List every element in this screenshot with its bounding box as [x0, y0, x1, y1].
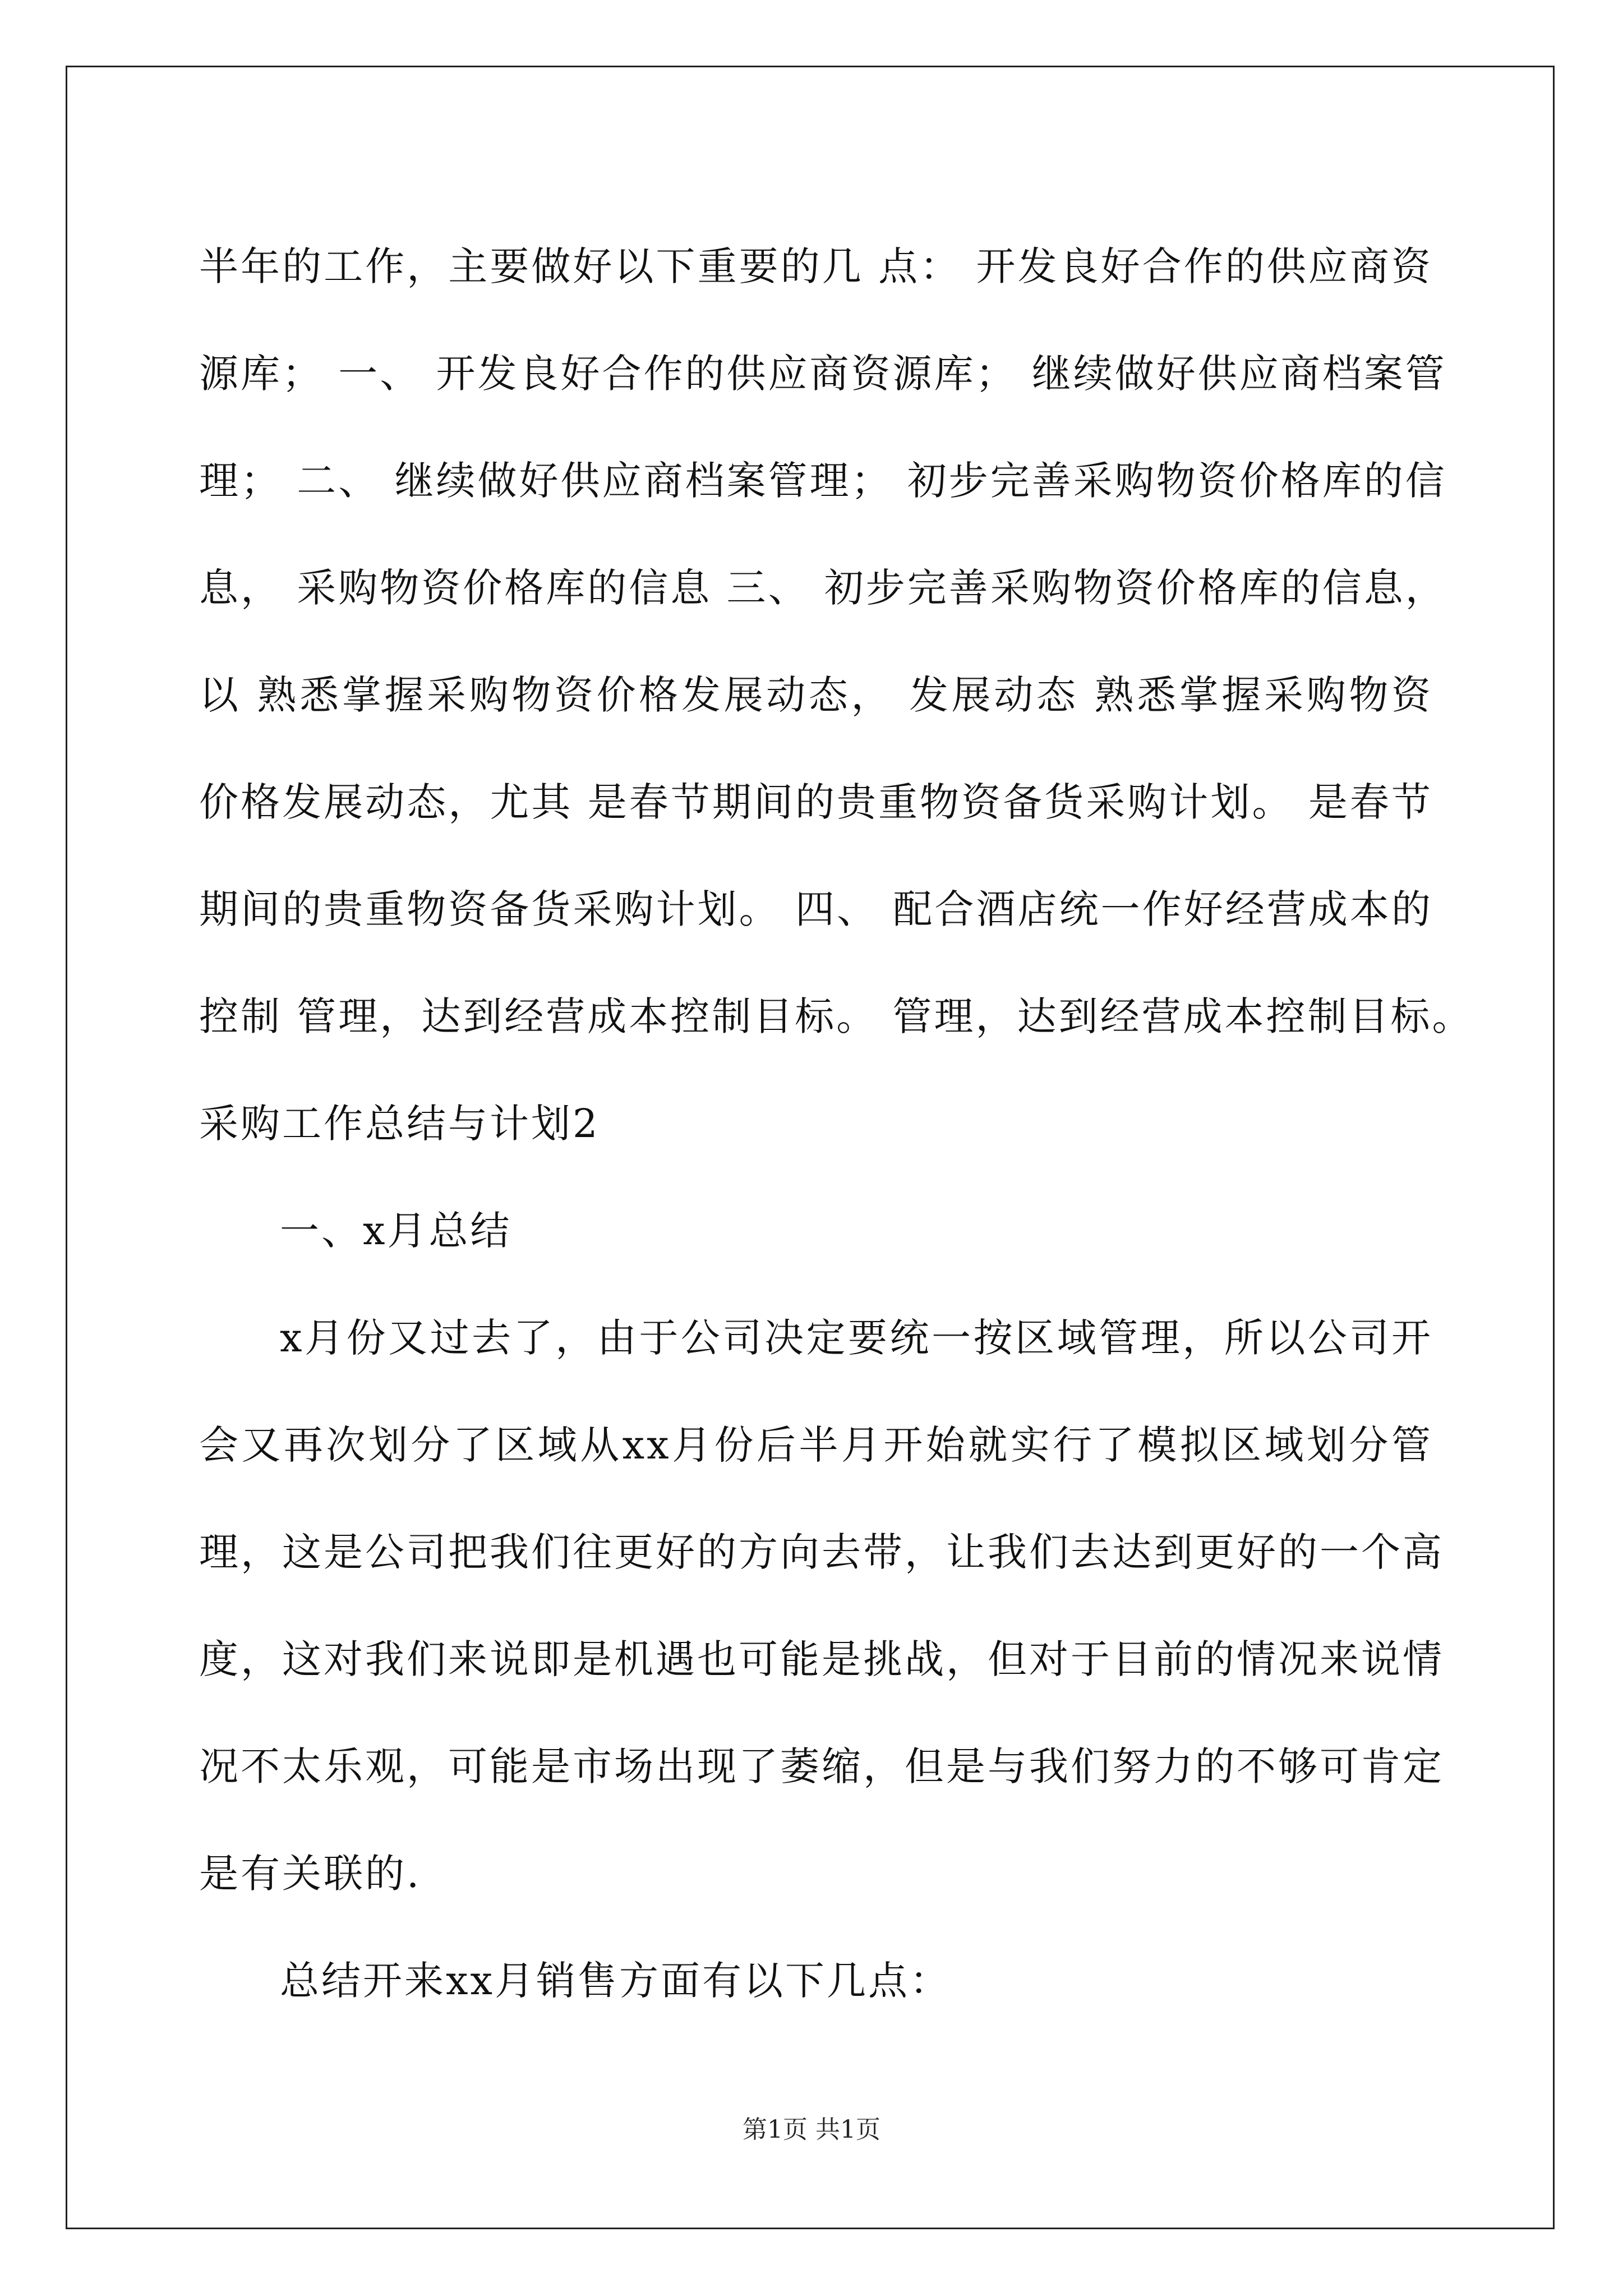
- text-line: 控制 管理，达到经营成本控制目标。 管理，达到经营成本控制目标。: [199, 993, 1474, 1039]
- paragraph-line: 况不太乐观，可能是市场出现了萎缩，但是与我们努力的不够可肯定: [199, 1743, 1444, 1789]
- page-footer: 第1页 共1页: [743, 2115, 880, 2144]
- paragraph: 总结开来xx月销售方面有以下几点：: [280, 1958, 951, 2004]
- paragraph-line: 会又再次划分了区域从xx月份后半月开始就实行了模拟区域划分管: [199, 1422, 1433, 1468]
- text-line: 价格发展动态，尤其 是春节期间的贵重物资备货采购计划。 是春节: [199, 779, 1433, 825]
- paragraph-line: 是有关联的.: [199, 1851, 422, 1897]
- paragraph-line: 理，这是公司把我们往更好的方向去带，让我们去达到更好的一个高: [199, 1529, 1444, 1575]
- text-line: 源库； 一、 开发良好合作的供应商资源库； 继续做好供应商档案管: [199, 351, 1447, 397]
- text-line: 理； 二、 继续做好供应商档案管理； 初步完善采购物资价格库的信: [199, 458, 1447, 504]
- text-line: 半年的工作，主要做好以下重要的几 点： 开发良好合作的供应商资: [199, 243, 1433, 289]
- section-title: 采购工作总结与计划2: [199, 1101, 600, 1147]
- text-line: 以 熟悉掌握采购物资价格发展动态， 发展动态 熟悉掌握采购物资: [199, 672, 1433, 718]
- document-body: [199, 213, 1474, 2035]
- paragraph-line: 度，这对我们来说即是机遇也可能是挑战，但对于目前的情况来说情: [199, 1636, 1444, 1682]
- sub-heading: 一、x月总结: [280, 1208, 512, 1254]
- paragraph-line: x月份又过去了，由于公司决定要统一按区域管理，所以公司开: [280, 1315, 1433, 1361]
- text-line: 息， 采购物资价格库的信息 三、 初步完善采购物资价格库的信息，: [199, 565, 1447, 611]
- text-line: 期间的贵重物资备货采购计划。 四、 配合酒店统一作好经营成本的: [199, 886, 1433, 932]
